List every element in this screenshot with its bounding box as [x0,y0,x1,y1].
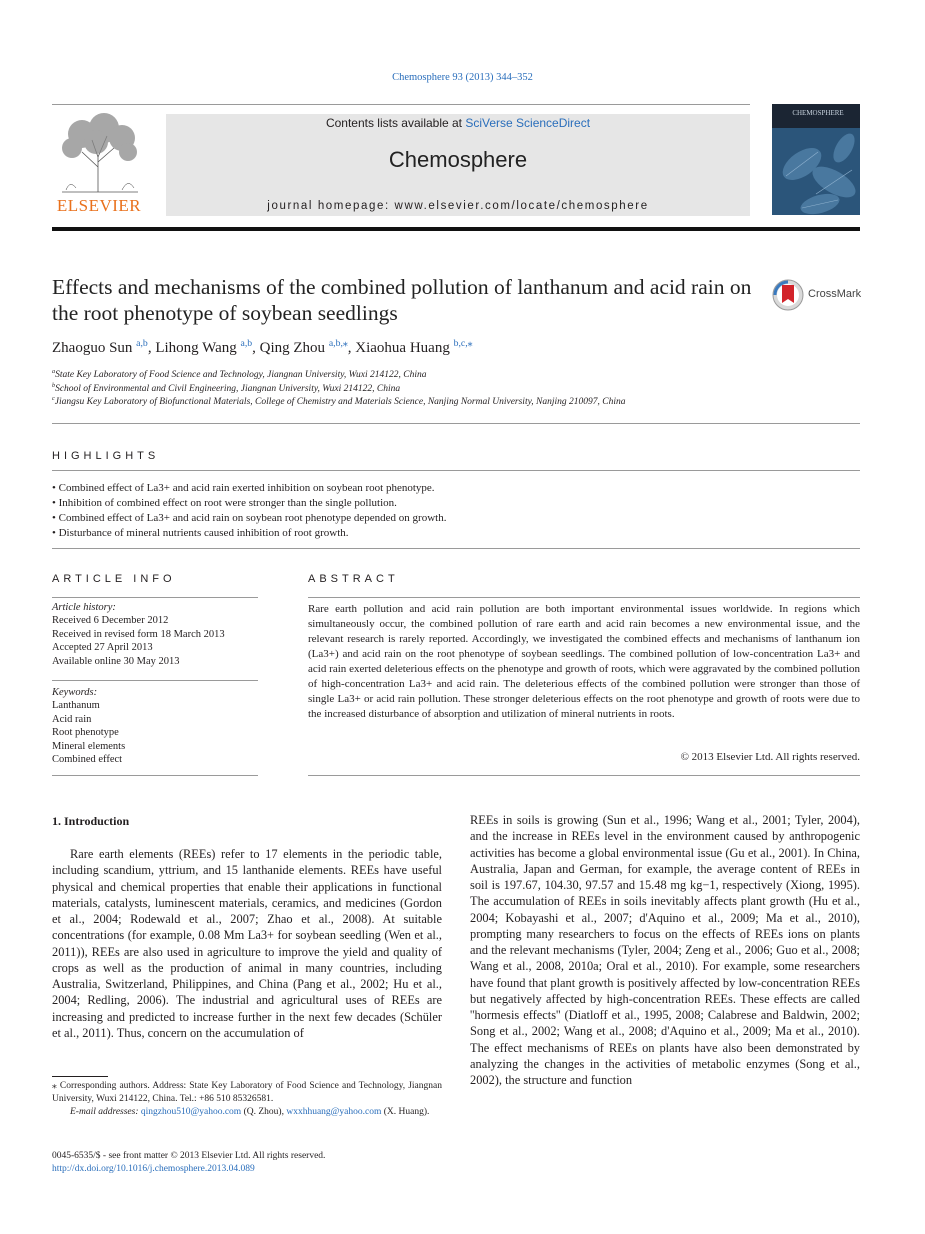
crossmark-badge[interactable] [772,279,872,311]
journal-cover-image[interactable] [772,104,860,215]
highlight-text: Inhibition of combined effect on root were stronger than the single pollution. [58,497,397,509]
history-entry: Received 6 December 2012 [52,615,169,627]
keyword: Mineral elements [52,740,126,752]
divider [52,680,258,681]
email-owner: (X. Huang). [383,1107,430,1118]
email-link[interactable]: qingzhou510@yahoo.com [140,1107,242,1118]
email-label: E-mail addresses: [70,1107,139,1118]
affiliation-text: School of Environmental and Civil Engineering, Jiangnan University, Wuxi 214122, China [55,383,401,394]
keyword: Lanthanum [52,700,100,712]
affiliation-mark: c [52,395,55,402]
highlight-item: • Inhibition of combined effect on root were stronger than the single pollution. [52,497,397,509]
author-name[interactable]: Zhaoguo Sun [52,340,133,356]
article-title: Effects and mechanisms of the combined pollution of lanthanum and acid rain on the root phenotype of soybean seedlings [52,275,752,325]
section-heading-introduction: 1. Introduction [52,814,130,828]
affiliation-a [52,370,427,380]
divider [52,470,860,471]
abstract-heading: ABSTRACT [308,573,399,585]
abstract-copyright: © 2013 Elsevier Ltd. All rights reserved. [680,751,860,763]
cover-leaf-icon [772,104,860,215]
contents-line [166,116,750,130]
journal-reference[interactable]: Chemosphere 93 (2013) 344–352 [392,72,533,83]
crossmark-label: CrossMark [808,288,862,300]
author-name[interactable]: Qing Zhou [259,340,326,356]
crossmark-icon [772,279,804,311]
keyword: Acid rain [52,713,92,725]
contents-prefix: Contents lists available at [325,116,466,130]
divider [308,775,860,776]
author-affiliation-mark[interactable]: b,c,⁎ [453,338,473,349]
footnote-rule [52,1076,108,1077]
cover-title: CHEMOSPHERE [792,109,844,117]
history-entry: Accepted 27 April 2013 [52,642,153,654]
email-owner: (Q. Zhou), [243,1107,284,1118]
masthead-thick-rule [52,227,860,231]
affiliation-text: Jiangsu Key Laboratory of Biofunctional Materials, College of Chemistry and Materials Science, Nanjing Normal University, Nanjing 210097, China [54,397,626,407]
affiliation-text: State Key Laboratory of Food Science and Technology, Jiangnan University, Wuxi 214122, China [55,370,427,380]
keywords [52,686,258,766]
elsevier-wordmark: ELSEVIER [56,196,142,215]
divider [52,423,860,424]
introduction-right-column: REEs in soils is growing (Sun et al., 1996; Wang et al., 2001; Tyler, 2004), and the increase in REEs level in the environment caused by anthropogenic activities has become a global environmental issue (Gu et al., 2001). In China, Australia, Japan and German, for example, the average content of REEs in soil is 197.67, 104.30, 97.57 and 15.48 mg kg−1, respectively (Xiong, 1995). The accumulation of REEs in soils inevitably affects plant growth (Hu et al., 2004; Kobayashi et al., 2007; d'Aquino et al., 2009; Ma et al., 2010), prompting many researchers to focus on the effects of REEs ions on plants and the relevant mechanisms (Tyler, 2004; Zeng et al., 2006; Guo et al., 2008; Wang et al., 2008, 2010a; Oral et al., 2010). For example, some researchers have found that plant growth is positively affected by low-concentration REEs but negatively affected by high-concentration REEs. These effects are called ''hormesis effects'' (Diatloff et al., 1995, 2008; Calabrese and Baldwin, 2002; Song et al., 2002; Wang et al., 2008; d'Aquino et al., 2009; Ma et al., 2010). The effect mechanisms of REEs on plants have also been demonstrated by analyzing the changes in the activities of metabolic enzymes (Song et al., 2002), the structure and function [470,813,860,1087]
affiliation-mark: a [52,368,56,375]
front-matter-meta [52,1150,325,1176]
masthead-top-rule [52,104,750,105]
introduction-left-column: Rare earth elements (REEs) refer to 17 elements in the periodic table, including scandium, yttrium, and 15 lanthanide elements. REEs have useful physical and chemical properties that enable their applications in functional materials, catalysts, luminescent materials, ceramics, and medicines (Gordon et al., 2004; Rodewald et al., 2007; Zhao et al., 2008). At suitable concentrations (for example, 0.08 Mm La3+ for soybean seedling (Wen et al., 2011)), REEs are also used in agriculture to improve the yield and quality of crops as well as the production of animal in many countries, including Australia, Switzerland, Philippines, and China (Pang et al., 2002; Hu et al., 2004; Redling, 2006). The industrial and agricultural uses of REEs are increasing and predicted to increase further in the next few decades (Schüler et al., 2011). Thus, concern on the accumulation of [52,847,442,1040]
highlights-heading: HIGHLIGHTS [52,450,160,462]
masthead-box [166,114,750,216]
issn-line: 0045-6535/$ - see front matter © 2013 Elsevier Ltd. All rights reserved. [52,1151,326,1161]
article-info-heading: ARTICLE INFO [52,573,176,585]
article-history [52,601,258,668]
author-name[interactable]: Lihong Wang [155,340,237,356]
doi-link[interactable]: http://dx.doi.org/10.1016/j.chemosphere.2013.04.089 [52,1164,255,1175]
divider [52,597,258,598]
keywords-label: Keywords: [52,687,98,698]
keyword: Combined effect [52,754,123,766]
affiliation-mark: b [52,382,56,389]
elsevier-logo[interactable] [52,112,146,216]
email-link[interactable]: wxxhhuang@yahoo.com [286,1107,382,1118]
divider [52,548,860,549]
divider [308,597,860,598]
affiliation-c [52,397,626,407]
elsevier-tree-icon [52,112,146,194]
highlight-item: • Combined effect of La3+ and acid rain on soybean root phenotype depended on growth. [52,512,447,524]
journal-homepage[interactable]: journal homepage: www.elsevier.com/locate/chemosphere [267,200,649,212]
keyword: Root phenotype [52,727,119,739]
article-history-label: Article history: [52,602,116,613]
author-affiliation-mark[interactable]: a,b,⁎ [328,338,348,349]
author-name[interactable]: Xiaohua Huang [355,340,450,356]
corresponding-author-footnote [52,1080,442,1120]
sciencedirect-link[interactable]: SciVerse ScienceDirect [465,116,591,130]
journal-name: Chemosphere [388,147,528,172]
history-entry: Received in revised form 18 March 2013 [52,628,225,640]
highlight-item: • Disturbance of mineral nutrients caused inhibition of root growth. [52,527,349,539]
divider [52,775,258,776]
highlight-text: Combined effect of La3+ and acid rain on soybean root phenotype depended on growth. [58,512,447,524]
author-affiliation-mark[interactable]: a,b [240,338,253,349]
history-entry: Available online 30 May 2013 [52,655,180,667]
abstract-text: Rare earth pollution and acid rain pollution are both important environmental issues worldwide. In regions which simultaneously occur, the combined pollution of rare earth and acid rain becomes a new environmental issue, and the relevant research is rarely reported. Accordingly, we investigated the combined effects and mechanisms of lanthanum ion (La3+) and acid rain on the root phenotype of soybean seedlings. The combined pollution of low-concentration La3+ and acid rain exerted deleterious effects on the phenotype and growth of roots, which were aggravated by the combined pollution of high-concentration La3+ and acid rain. The deleterious effects of the combined pollution were stronger than those of single La3+ or acid rain pollution. These stronger deleterious effects on the root phenotype and growth of roots were due to the increased disturbance of absorption and utilization of mineral nutrients in roots. [308,603,860,720]
corresponding-note: ⁎ Corresponding authors. Address: State Key Laboratory of Food Science and Technology, Jiangnan University, Wuxi 214122, China. Tel.: +86 510 85326581. [52,1081,442,1105]
highlight-item: • Combined effect of La3+ and acid rain exerted inhibition on soybean root phenotype. [52,482,435,494]
affiliation-b [52,384,400,394]
highlight-text: Disturbance of mineral nutrients caused inhibition of root growth. [58,527,349,539]
author-affiliation-mark[interactable]: a,b [136,338,148,349]
author-list: Zhaoguo Sun $^{a,b}$, Lihong Wang $^{a,b}$, Qing Zhou $^{a,b,⁎}$, Xiaohua Huang $^{b,c,⁎}$ [52,338,473,356]
highlight-text: Combined effect of La3+ and acid rain exerted inhibition on soybean root phenotype. [58,482,435,494]
email-line [52,1106,442,1119]
